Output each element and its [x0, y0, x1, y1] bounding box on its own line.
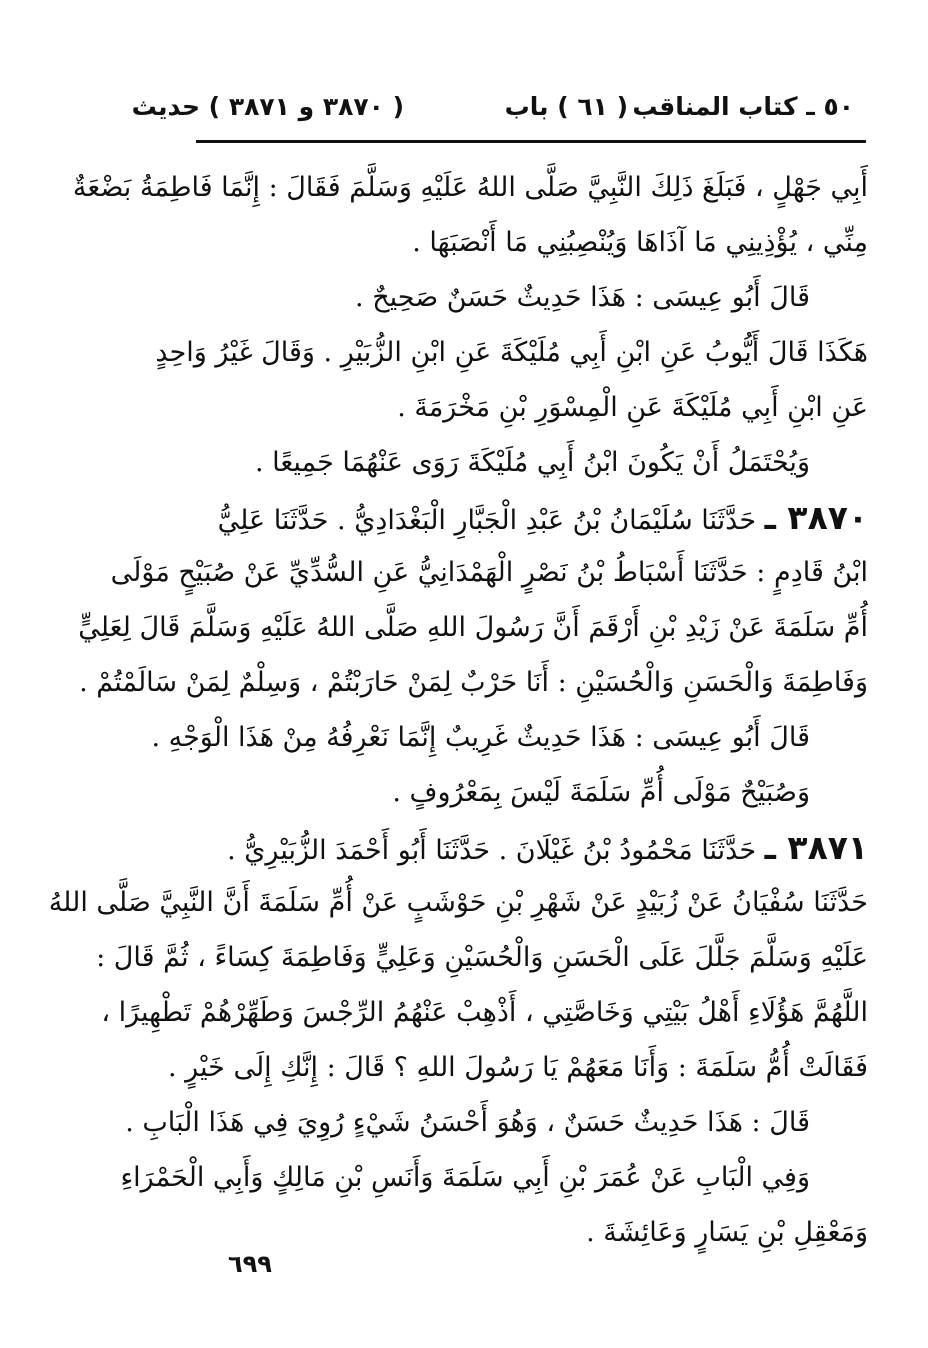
text-line: أُمِّ سَلَمَةَ عَنْ زَيْدِ بْنِ أَرْقَمَ أَنَّ رَسُولَ اللهِ صَلَّى اللهُ عَلَيْهِ وَسَلَّمَ قَالَ لِعَلِيٍّ	[78, 612, 868, 643]
text-line: هَكَذَا قَالَ أَيُّوبُ عَنِ ابْنِ أَبِي مُلَيْكَةَ عَنِ ابْنِ الزُّبَيْرِ . وَقَالَ غَيْرُ وَاحِدٍ	[155, 337, 868, 368]
header-hadith-range: ( ٣٨٧٠ و ٣٨٧١ ) حديث	[131, 92, 404, 121]
text-line: حَدَّثَنَا مَحْمُودُ بْنُ غَيْلَانَ . حَدَّثَنَا أَبُو أَحْمَدَ الزُّبَيْرِيُّ .	[227, 835, 757, 866]
text-line: وَيُحْتَمَلُ أَنْ يَكُونَ ابْنُ أَبِي مُلَيْكَةَ رَوَى عَنْهُمَا جَمِيعًا .	[254, 447, 810, 478]
text-line: وَمَعْقِلِ بْنِ يَسَارٍ وَعَائِشَةَ .	[586, 1217, 868, 1248]
text-line: قَالَ أَبُو عِيسَى : هَذَا حَدِيثٌ غَرِيبٌ إِنَّمَا نَعْرِفُهُ مِنْ هَذَا الْوَجْهِ .	[151, 722, 810, 753]
text-line: وَفِي الْبَابِ عَنْ عُمَرَ بْنِ أَبِي سَلَمَةَ وَأَنَسِ بْنِ مَالِكٍ وَأَبِي الْحَمْرَاءِ	[120, 1162, 810, 1193]
text-line: قَالَ : هَذَا حَدِيثٌ حَسَنٌ ، وَهُوَ أَحْسَنُ شَيْءٍ رُوِيَ فِي هَذَا الْبَابِ .	[125, 1107, 810, 1138]
hadith-number: ٣٨٧٠ ـ	[764, 498, 868, 537]
page-number: ٦٩٩	[228, 1250, 272, 1278]
header-rule	[196, 140, 866, 143]
text-line: مِنِّي ، يُؤْذِينِي مَا آذَاهَا وَيُنْصِبُنِي مَا أَنْصَبَهَا .	[412, 227, 868, 258]
page-header	[131, 86, 860, 132]
text-line: اللَّهُمَّ هَؤُلَاءِ أَهْلُ بَيْتِي وَخَاصَّتِي ، أَذْهِبْ عَنْهُمُ الرِّجْسَ وَطَهِّرْهُمْ تَطْهِيرًا ،	[101, 997, 868, 1028]
text-line: عَلَيْهِ وَسَلَّمَ جَلَّلَ عَلَى الْحَسَنِ وَالْحُسَيْنِ وَعَلِيٍّ وَفَاطِمَةَ كِسَاءً ، ثُمَّ قَالَ :	[96, 942, 868, 973]
text-line: حَدَّثَنَا سُلَيْمَانُ بْنُ عَبْدِ الْجَبَّارِ الْبَغْدَادِيُّ . حَدَّثَنَا عَلِيُّ	[217, 505, 757, 536]
text-line: حَدَّثَنَا سُفْيَانُ عَنْ زُبَيْدٍ عَنْ شَهْرِ بْنِ حَوْشَبٍ عَنْ أُمِّ سَلَمَةَ أَنَّ النَّبِيَّ صَلَّى اللهُ	[48, 887, 868, 918]
hadith-3870-start	[196, 490, 868, 545]
text-line: قَالَ أَبُو عِيسَى : هَذَا حَدِيثٌ حَسَنٌ صَحِيحٌ .	[355, 282, 810, 313]
text-line: عَنِ ابْنِ أَبِي مُلَيْكَةَ عَنِ الْمِسْوَرِ بْنِ مَخْرَمَةَ .	[397, 392, 868, 423]
text-line: وَصُبَيْحٌ مَوْلَى أُمِّ سَلَمَةَ لَيْسَ بِمَعْرُوفٍ .	[392, 777, 810, 808]
hadith-number: ٣٨٧١ ـ	[764, 828, 868, 867]
header-book-title: ٥٠ ـ كتاب المناقب	[632, 92, 854, 121]
text-line: أَبِي جَهْلٍ ، فَبَلَغَ ذَلِكَ النَّبِيَّ صَلَّى اللهُ عَلَيْهِ وَسَلَّمَ فَقَالَ : إِنَّمَا فَاطِمَةُ بَضْعَةٌ	[72, 172, 868, 203]
hadith-3871-start	[196, 820, 868, 875]
body-text	[48, 160, 868, 1260]
text-line: وَفَاطِمَةَ وَالْحَسَنِ وَالْحُسَيْنِ : أَنَا حَرْبٌ لِمَنْ حَارَبْتُمْ ، وَسِلْمٌ لِمَنْ سَالَمْتُمْ .	[79, 667, 868, 698]
text-line: فَقَالَتْ أُمُّ سَلَمَةَ : وَأَنَا مَعَهُمْ يَا رَسُولَ اللهِ ؟ قَالَ : إِنَّكِ إِلَى خَيْرٍ .	[167, 1052, 868, 1083]
text-line: ابْنُ قَادِمٍ : حَدَّثَنَا أَسْبَاطُ بْنُ نَصْرٍ الْهَمْدَانِيُّ عَنِ السُّدِّيِّ عَنْ صُبَيْحٍ مَوْلَى	[110, 557, 868, 588]
header-chapter: ( ٦١ ) باب	[504, 92, 628, 121]
